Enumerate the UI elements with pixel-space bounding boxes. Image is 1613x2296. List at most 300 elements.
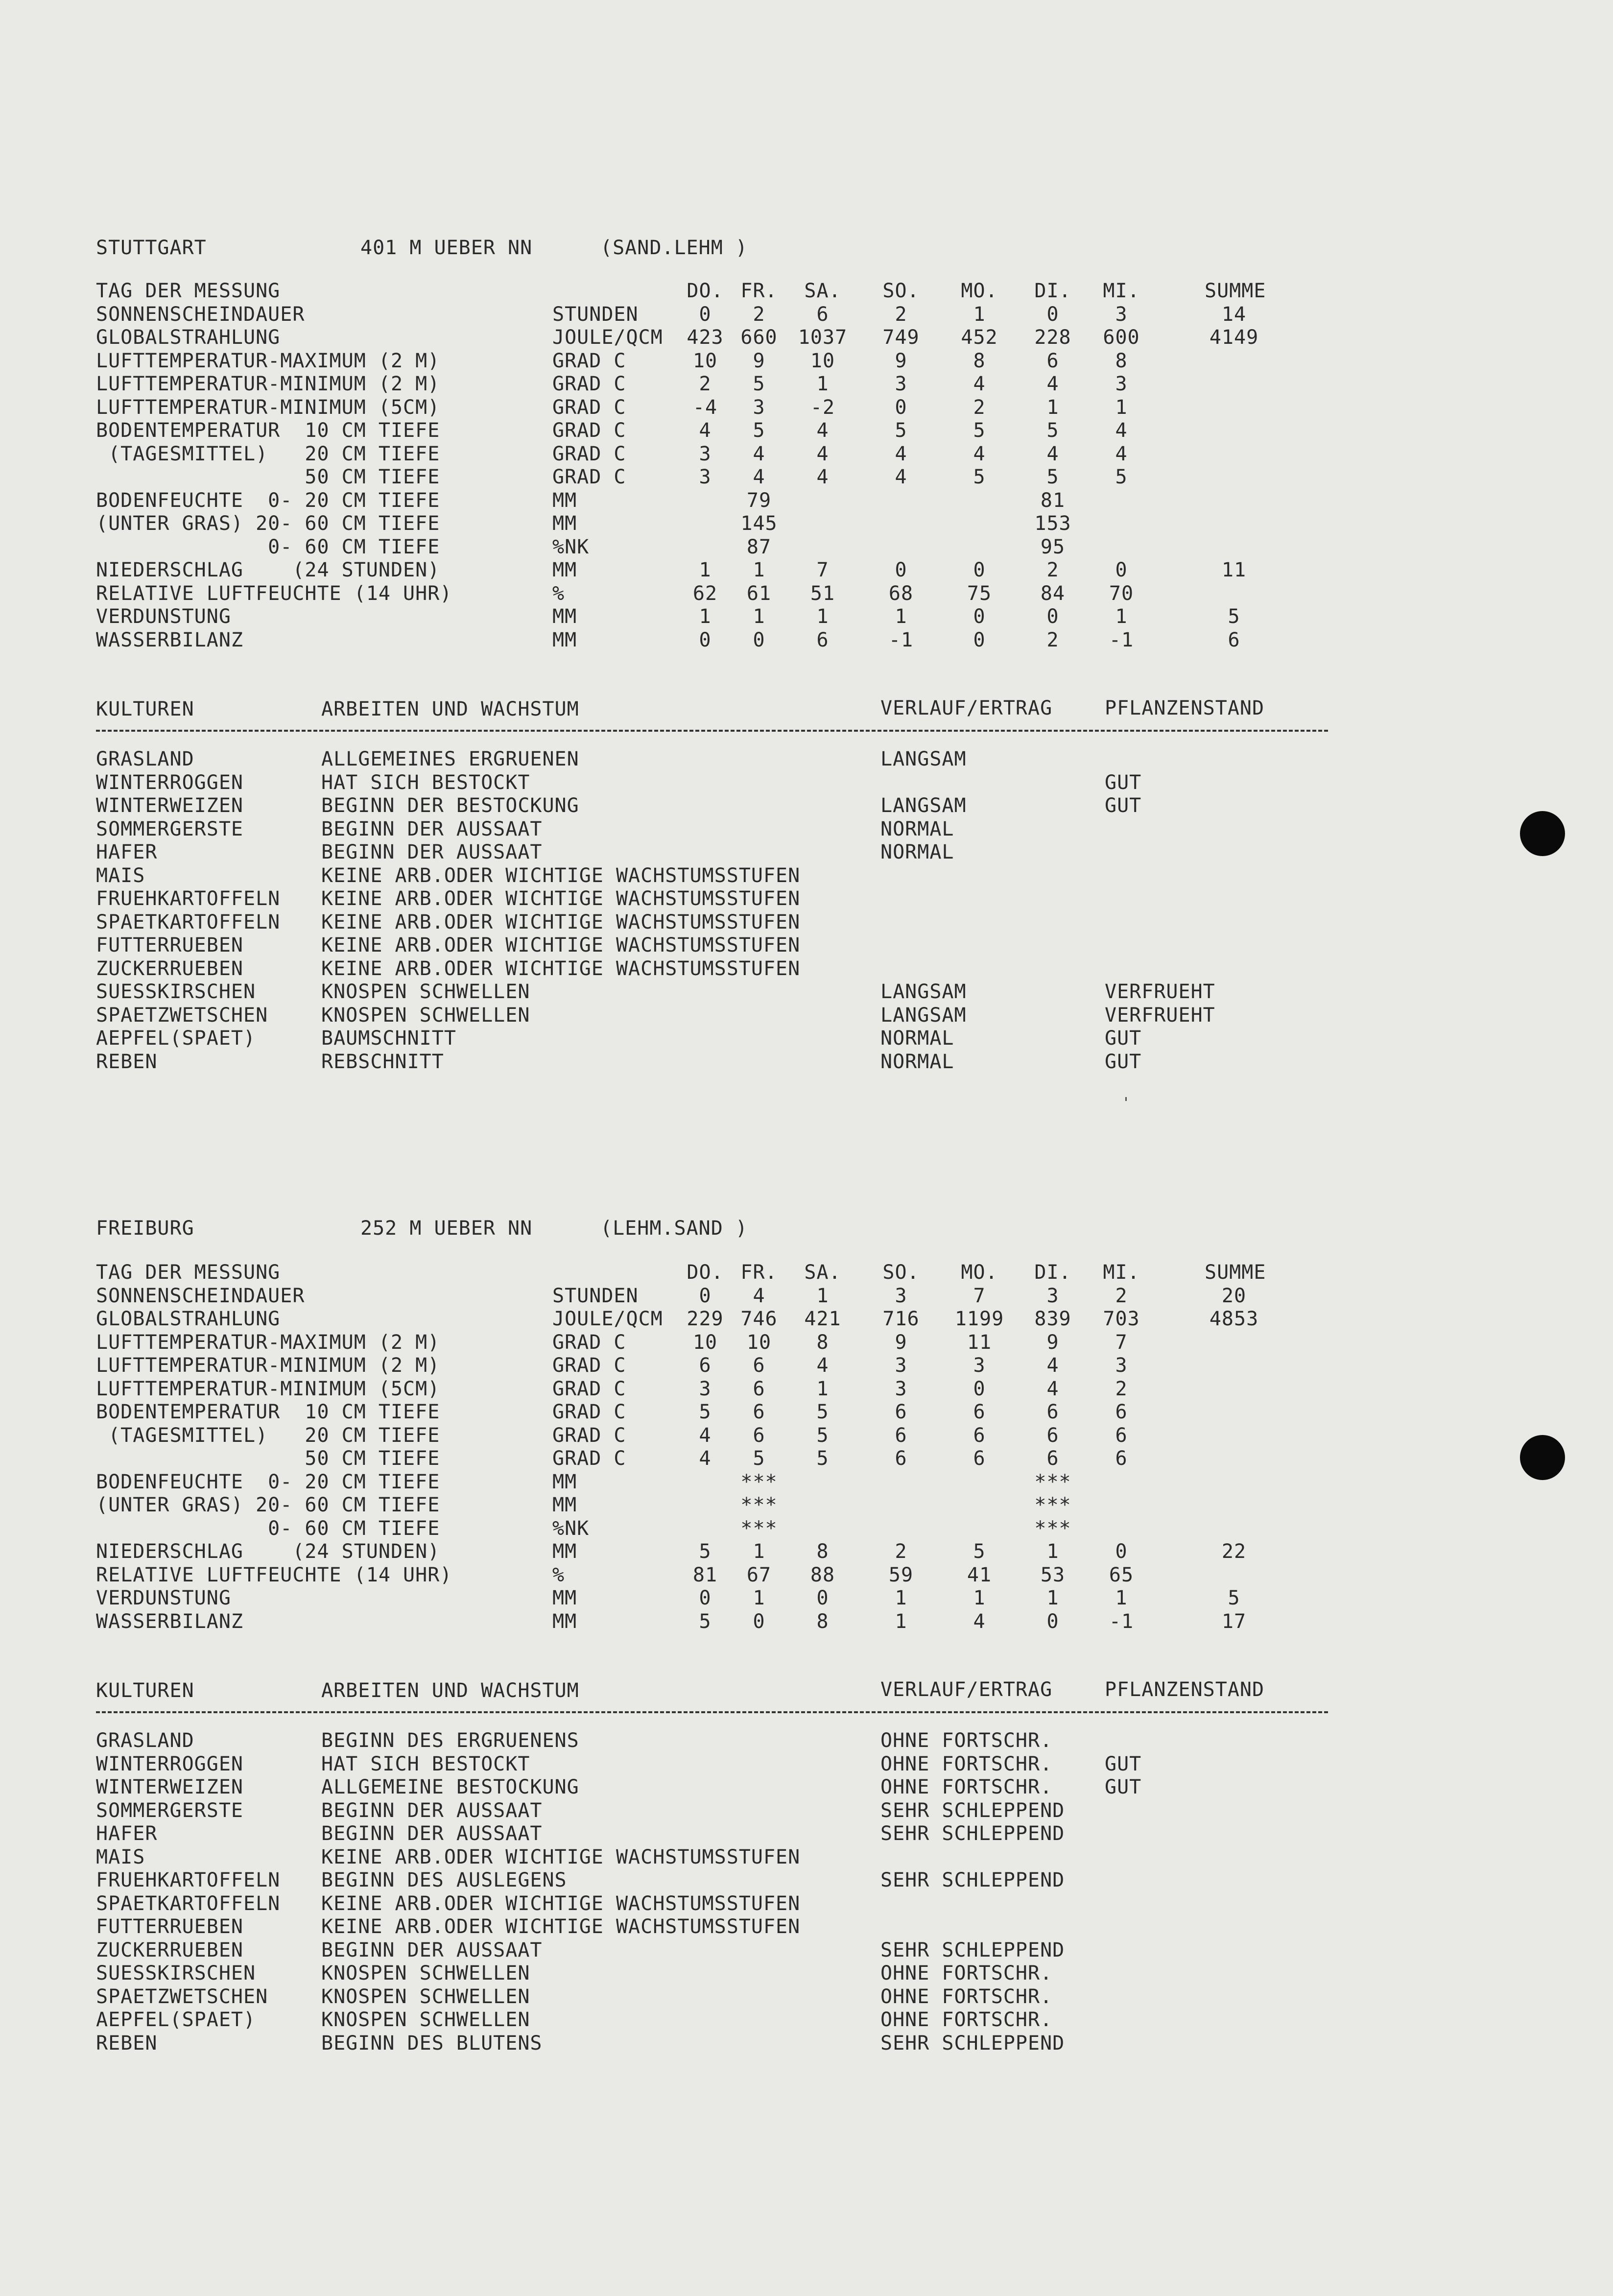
station-soil: (LEHM.SAND ) — [600, 1217, 748, 1240]
day-header: MO. — [961, 280, 998, 302]
weather-value: 0 — [1115, 1540, 1128, 1563]
weather-row-label: NIEDERSCHLAG (24 STUNDEN) — [96, 1540, 440, 1563]
weather-row-unit: GRAD C — [552, 373, 626, 395]
crop-work: KNOSPEN SCHWELLEN — [321, 1004, 530, 1027]
weather-value: 0 — [895, 559, 907, 581]
weather-value: 0 — [895, 396, 907, 419]
measurement-day-label: TAG DER MESSUNG — [96, 1261, 281, 1284]
weather-value: 4 — [1046, 373, 1059, 395]
weather-value: 4 — [816, 1354, 829, 1377]
weather-value: 5 — [1115, 466, 1128, 488]
weather-value: 70 — [1109, 582, 1134, 605]
weather-value: 3 — [895, 1377, 907, 1400]
crop-work: KEINE ARB.ODER WICHTIGE WACHSTUMSSTUFEN — [321, 910, 801, 933]
crop-name: REBEN — [96, 1050, 158, 1073]
crop-stand: GUT — [1105, 1027, 1142, 1050]
weather-value: 3 — [895, 373, 907, 395]
crop-work: BEGINN DES BLUTENS — [321, 2032, 543, 2055]
weather-value: 88 — [810, 1563, 835, 1586]
weather-row-label: 0- 60 CM TIEFE — [96, 535, 440, 558]
crop-work: BEGINN DES AUSLEGENS — [321, 1869, 567, 1891]
crop-verlauf: SEHR SCHLEPPEND — [880, 1869, 1065, 1891]
weather-value: 4 — [973, 442, 986, 465]
crop-verlauf: LANGSAM — [880, 748, 967, 770]
weather-value: 6 — [816, 303, 829, 326]
weather-row-label: 50 CM TIEFE — [96, 466, 440, 488]
weather-row-unit: JOULE/QCM — [552, 1308, 663, 1330]
weather-row-label: 0- 60 CM TIEFE — [96, 1517, 440, 1540]
weather-sum: 17 — [1221, 1610, 1247, 1633]
weather-value: 2 — [753, 303, 765, 326]
weather-value: 2 — [895, 1540, 907, 1563]
weather-value: 145 — [740, 512, 778, 535]
weather-value: 6 — [1046, 1424, 1059, 1447]
weather-value: 2 — [1115, 1377, 1128, 1400]
crop-verlauf: OHNE FORTSCHR. — [880, 1962, 1053, 1985]
weather-value: 1 — [816, 1377, 829, 1400]
weather-value: 5 — [816, 1401, 829, 1423]
weather-value: 6 — [895, 1447, 907, 1470]
weather-value: 9 — [753, 349, 765, 372]
weather-row-label: WASSERBILANZ — [96, 628, 243, 651]
weather-value: 452 — [961, 326, 998, 349]
crop-name: MAIS — [96, 1845, 145, 1868]
weather-row-label: LUFTTEMPERATUR-MINIMUM (5CM) — [96, 396, 440, 419]
weather-row-unit: MM — [552, 605, 577, 628]
weather-row-label: LUFTTEMPERATUR-MINIMUM (5CM) — [96, 1377, 440, 1400]
crop-name: AEPFEL(SPAET) — [96, 1027, 256, 1050]
weather-value: *** — [1034, 1517, 1071, 1540]
weather-value: 1 — [895, 1610, 907, 1633]
weather-value: 4 — [753, 466, 765, 488]
weather-value: 53 — [1040, 1563, 1066, 1586]
weather-value: 41 — [967, 1563, 992, 1586]
weather-value: 421 — [804, 1308, 841, 1330]
weather-value: 2 — [1046, 628, 1059, 651]
weather-value: 1 — [895, 605, 907, 628]
weather-row-label: RELATIVE LUFTFEUCHTE (14 UHR) — [96, 1563, 452, 1586]
weather-value: 1 — [973, 1587, 986, 1609]
crop-work: KNOSPEN SCHWELLEN — [321, 981, 530, 1003]
measurement-day-label: TAG DER MESSUNG — [96, 280, 281, 302]
crop-verlauf: SEHR SCHLEPPEND — [880, 1938, 1065, 1961]
crop-name: REBEN — [96, 2032, 158, 2055]
weather-value: 3 — [699, 466, 712, 488]
crop-stand: GUT — [1105, 794, 1142, 817]
weather-value: 6 — [1046, 1401, 1059, 1423]
weather-value: *** — [740, 1517, 778, 1540]
weather-row-unit: %NK — [552, 1517, 590, 1540]
crop-work: KEINE ARB.ODER WICHTIGE WACHSTUMSSTUFEN — [321, 864, 801, 887]
weather-row-label: WASSERBILANZ — [96, 1610, 243, 1633]
weather-value: 2 — [699, 373, 712, 395]
day-header: DO. — [687, 280, 724, 302]
crop-work: BAUMSCHNITT — [321, 1027, 456, 1050]
weather-value: 3 — [753, 396, 765, 419]
weather-value: 3 — [1115, 373, 1128, 395]
weather-value: 0 — [973, 628, 986, 651]
crop-verlauf: OHNE FORTSCHR. — [880, 2009, 1053, 2031]
crop-verlauf: NORMAL — [880, 1027, 954, 1050]
crop-name: WINTERWEIZEN — [96, 794, 243, 817]
weather-value: 8 — [816, 1610, 829, 1633]
weather-value: 5 — [753, 1447, 765, 1470]
crop-name: WINTERROGGEN — [96, 1752, 243, 1775]
weather-row-unit: STUNDEN — [552, 1284, 639, 1307]
weather-row-unit: GRAD C — [552, 1447, 626, 1470]
weather-value: -1 — [1109, 628, 1134, 651]
crop-name: HAFER — [96, 841, 158, 863]
weather-row-label: VERDUNSTUNG — [96, 605, 231, 628]
crop-stand: VERFRUEHT — [1105, 1004, 1215, 1027]
weather-row-label: (TAGESMITTEL) 20 CM TIEFE — [96, 1424, 440, 1447]
weather-value: 3 — [973, 1354, 986, 1377]
day-header: SO. — [882, 280, 920, 302]
weather-row-unit: MM — [552, 1470, 577, 1493]
weather-value: 10 — [810, 349, 835, 372]
weather-value: *** — [1034, 1470, 1071, 1493]
weather-row-label: LUFTTEMPERATUR-MAXIMUM (2 M) — [96, 1331, 440, 1354]
weather-value: 5 — [973, 1540, 986, 1563]
weather-value: 10 — [746, 1331, 772, 1354]
weather-sum: 22 — [1221, 1540, 1247, 1563]
weather-value: -2 — [810, 396, 835, 419]
crop-name: ZUCKERRUEBEN — [96, 1938, 243, 1961]
weather-value: 68 — [888, 582, 914, 605]
weather-value: 7 — [1115, 1331, 1128, 1354]
crop-name: FUTTERRUEBEN — [96, 934, 243, 957]
weather-row-label: 50 CM TIEFE — [96, 1447, 440, 1470]
crop-work: KNOSPEN SCHWELLEN — [321, 1962, 530, 1985]
weather-row-unit: GRAD C — [552, 419, 626, 442]
weather-value: 4 — [816, 442, 829, 465]
weather-value: 67 — [746, 1563, 772, 1586]
weather-value: 84 — [1040, 582, 1066, 605]
weather-value: 0 — [753, 1610, 765, 1633]
weather-value: 6 — [753, 1424, 765, 1447]
weather-value: 10 — [692, 1331, 718, 1354]
weather-row-unit: % — [552, 582, 565, 605]
weather-row-unit: GRAD C — [552, 466, 626, 488]
weather-row-unit: GRAD C — [552, 1424, 626, 1447]
weather-value: 2 — [1115, 1284, 1128, 1307]
weather-value: 6 — [753, 1354, 765, 1377]
crop-work: BEGINN DER AUSSAAT — [321, 1938, 543, 1961]
weather-value: 2 — [973, 396, 986, 419]
weather-row-unit: GRAD C — [552, 349, 626, 372]
weather-row-label: GLOBALSTRAHLUNG — [96, 326, 281, 349]
weather-value: 3 — [1115, 1354, 1128, 1377]
weather-value: 81 — [692, 1563, 718, 1586]
weather-row-label: LUFTTEMPERATUR-MINIMUM (2 M) — [96, 1354, 440, 1377]
weather-value: 1 — [753, 1540, 765, 1563]
crop-name: SOMMERGERSTE — [96, 817, 243, 840]
weather-value: 1 — [753, 1587, 765, 1609]
weather-sum: 4853 — [1209, 1308, 1259, 1330]
crop-verlauf: OHNE FORTSCHR. — [880, 1776, 1053, 1798]
weather-row-unit: JOULE/QCM — [552, 326, 663, 349]
weather-value: 4 — [753, 442, 765, 465]
crop-name: FRUEHKARTOFFELN — [96, 887, 281, 910]
day-header: MI. — [1103, 1261, 1140, 1284]
weather-value: 6 — [1046, 349, 1059, 372]
weather-value: 5 — [699, 1540, 712, 1563]
station-soil: (SAND.LEHM ) — [600, 237, 748, 259]
weather-row-unit: GRAD C — [552, 1401, 626, 1423]
crop-name: SPAETZWETSCHEN — [96, 1985, 268, 2008]
crop-stand: GUT — [1105, 771, 1142, 794]
weather-row-label: BODENFEUCHTE 0- 20 CM TIEFE — [96, 1470, 440, 1493]
weather-value: 0 — [816, 1587, 829, 1609]
crop-work: BEGINN DER BESTOCKUNG — [321, 794, 579, 817]
weather-value: 8 — [1115, 349, 1128, 372]
weather-row-label: BODENTEMPERATUR 10 CM TIEFE — [96, 419, 440, 442]
weather-value: 8 — [973, 349, 986, 372]
weather-row-label: LUFTTEMPERATUR-MINIMUM (2 M) — [96, 373, 440, 395]
weather-value: 7 — [816, 559, 829, 581]
weather-row-unit: MM — [552, 489, 577, 512]
weather-value: 0 — [973, 559, 986, 581]
weather-value: 81 — [1040, 489, 1066, 512]
weather-row-unit: MM — [552, 1587, 577, 1609]
weather-row-unit: STUNDEN — [552, 303, 639, 326]
weather-value: 839 — [1034, 1308, 1071, 1330]
crop-work: ALLGEMEINE BESTOCKUNG — [321, 1776, 579, 1798]
crop-name: FUTTERRUEBEN — [96, 1915, 243, 1938]
day-header: DO. — [687, 1261, 724, 1284]
weather-value: 87 — [746, 535, 772, 558]
weather-value: 0 — [1046, 1610, 1059, 1633]
weather-value: 1 — [1115, 1587, 1128, 1609]
weather-value: 0 — [1046, 303, 1059, 326]
weather-value: 6 — [973, 1447, 986, 1470]
weather-value: 0 — [699, 1587, 712, 1609]
weather-row-label: BODENTEMPERATUR 10 CM TIEFE — [96, 1401, 440, 1423]
weather-row-unit: MM — [552, 1610, 577, 1633]
weather-value: 9 — [1046, 1331, 1059, 1354]
weather-value: 5 — [1046, 419, 1059, 442]
day-header: MI. — [1103, 280, 1140, 302]
crop-name: WINTERROGGEN — [96, 771, 243, 794]
punch-hole — [1520, 811, 1565, 856]
weather-value: 4 — [1115, 442, 1128, 465]
weather-value: 0 — [1115, 559, 1128, 581]
weather-row-unit: GRAD C — [552, 1354, 626, 1377]
day-header: SO. — [882, 1261, 920, 1284]
weather-sum: 5 — [1228, 605, 1240, 628]
crop-work: BEGINN DER AUSSAAT — [321, 1799, 543, 1822]
weather-row-unit: MM — [552, 512, 577, 535]
weather-value: 6 — [816, 628, 829, 651]
sum-header: SUMME — [1205, 280, 1266, 302]
weather-sum: 14 — [1221, 303, 1247, 326]
weather-value: 65 — [1109, 1563, 1134, 1586]
weather-value: 0 — [973, 605, 986, 628]
weather-value: 1 — [1115, 396, 1128, 419]
weather-value: 5 — [816, 1447, 829, 1470]
weather-value: 0 — [1046, 605, 1059, 628]
crop-verlauf: SEHR SCHLEPPEND — [880, 1822, 1065, 1845]
stray-mark — [1125, 1097, 1127, 1101]
weather-value: 0 — [699, 628, 712, 651]
weather-value: 9 — [895, 349, 907, 372]
weather-value: 1 — [699, 605, 712, 628]
weather-value: 0 — [753, 628, 765, 651]
day-header: DI. — [1034, 280, 1071, 302]
weather-value: 4 — [973, 373, 986, 395]
weather-row-label: GLOBALSTRAHLUNG — [96, 1308, 281, 1330]
crop-work: KNOSPEN SCHWELLEN — [321, 2009, 530, 2031]
crop-verlauf: LANGSAM — [880, 1004, 967, 1027]
crop-name: SUESSKIRSCHEN — [96, 981, 256, 1003]
crop-verlauf: NORMAL — [880, 817, 954, 840]
crop-name: WINTERWEIZEN — [96, 1776, 243, 1798]
crops-header-kulturen: KULTUREN — [96, 698, 194, 720]
weather-row-unit: MM — [552, 628, 577, 651]
crop-name: SPAETKARTOFFELN — [96, 910, 281, 933]
day-header: FR. — [740, 280, 778, 302]
weather-value: 8 — [816, 1540, 829, 1563]
dashed-separator — [96, 1711, 1328, 1713]
weather-value: *** — [740, 1494, 778, 1516]
weather-row-label: SONNENSCHEINDAUER — [96, 303, 305, 326]
weather-value: 10 — [692, 349, 718, 372]
weather-value: 6 — [699, 1354, 712, 1377]
crop-work: BEGINN DES ERGRUENENS — [321, 1729, 579, 1752]
crop-name: SPAETKARTOFFELN — [96, 1892, 281, 1915]
weather-row-label: VERDUNSTUNG — [96, 1587, 231, 1609]
weather-value: 5 — [699, 1610, 712, 1633]
crop-name: GRASLAND — [96, 748, 194, 770]
weather-value: *** — [1034, 1494, 1071, 1516]
weather-value: -1 — [1109, 1610, 1134, 1633]
weather-value: 5 — [1046, 466, 1059, 488]
weather-value: 749 — [882, 326, 920, 349]
crop-verlauf: SEHR SCHLEPPEND — [880, 1799, 1065, 1822]
crop-name: SUESSKIRSCHEN — [96, 1962, 256, 1985]
weather-value: 703 — [1103, 1308, 1140, 1330]
weather-value: 61 — [746, 582, 772, 605]
weather-value: 2 — [1046, 559, 1059, 581]
weather-row-label: RELATIVE LUFTFEUCHTE (14 UHR) — [96, 582, 452, 605]
weather-value: 11 — [967, 1331, 992, 1354]
weather-value: 1 — [1046, 1587, 1059, 1609]
crop-work: KEINE ARB.ODER WICHTIGE WACHSTUMSSTUFEN — [321, 934, 801, 957]
crop-name: SOMMERGERSTE — [96, 1799, 243, 1822]
weather-value: 1 — [1115, 605, 1128, 628]
weather-value: 1037 — [798, 326, 848, 349]
weather-row-unit: %NK — [552, 535, 590, 558]
weather-value: 5 — [816, 1424, 829, 1447]
weather-value: 2 — [895, 303, 907, 326]
weather-value: 6 — [895, 1424, 907, 1447]
weather-value: -1 — [888, 628, 914, 651]
weather-value: 6 — [973, 1401, 986, 1423]
sum-header: SUMME — [1205, 1261, 1266, 1284]
weather-value: 3 — [699, 442, 712, 465]
weather-value: 62 — [692, 582, 718, 605]
crop-name: SPAETZWETSCHEN — [96, 1004, 268, 1027]
crop-verlauf: OHNE FORTSCHR. — [880, 1752, 1053, 1775]
day-header: FR. — [740, 1261, 778, 1284]
weather-value: 1 — [1046, 396, 1059, 419]
weather-value: 1 — [816, 1284, 829, 1307]
weather-row-unit: MM — [552, 1494, 577, 1516]
weather-value: 79 — [746, 489, 772, 512]
weather-value: 4 — [1046, 1354, 1059, 1377]
crop-work: KEINE ARB.ODER WICHTIGE WACHSTUMSSTUFEN — [321, 957, 801, 980]
crop-work: BEGINN DER AUSSAAT — [321, 1822, 543, 1845]
crop-work: KEINE ARB.ODER WICHTIGE WACHSTUMSSTUFEN — [321, 1915, 801, 1938]
weather-value: 153 — [1034, 512, 1071, 535]
crops-header-stand: PFLANZENSTAND — [1105, 1678, 1265, 1701]
weather-value: 1 — [816, 605, 829, 628]
weather-value: 4 — [699, 419, 712, 442]
weather-value: 1 — [699, 559, 712, 581]
weather-value: 423 — [687, 326, 724, 349]
crop-verlauf: NORMAL — [880, 841, 954, 863]
weather-value: 4 — [895, 466, 907, 488]
crop-verlauf: OHNE FORTSCHR. — [880, 1729, 1053, 1752]
crops-header-kulturen: KULTUREN — [96, 1679, 194, 1702]
weather-value: 4 — [1115, 419, 1128, 442]
day-header: SA. — [804, 1261, 841, 1284]
weather-row-label: (UNTER GRAS) 20- 60 CM TIEFE — [96, 512, 440, 535]
crops-header-arbeiten: ARBEITEN UND WACHSTUM — [321, 1679, 579, 1702]
crop-verlauf: OHNE FORTSCHR. — [880, 1985, 1053, 2008]
weather-row-label: BODENFEUCHTE 0- 20 CM TIEFE — [96, 489, 440, 512]
crop-name: ZUCKERRUEBEN — [96, 957, 243, 980]
crop-work: ALLGEMEINES ERGRUENEN — [321, 748, 579, 770]
crop-work: KNOSPEN SCHWELLEN — [321, 1985, 530, 2008]
weather-value: 6 — [1115, 1401, 1128, 1423]
weather-row-unit: MM — [552, 1540, 577, 1563]
weather-value: 1 — [816, 373, 829, 395]
weather-value: 4 — [753, 1284, 765, 1307]
crop-stand: GUT — [1105, 1050, 1142, 1073]
crop-name: GRASLAND — [96, 1729, 194, 1752]
weather-value: 0 — [699, 1284, 712, 1307]
day-header: DI. — [1034, 1261, 1071, 1284]
weather-value: 75 — [967, 582, 992, 605]
crops-header-verlauf: VERLAUF/ERTRAG — [880, 1678, 1053, 1701]
weather-value: 8 — [816, 1331, 829, 1354]
weather-value: 9 — [895, 1331, 907, 1354]
crops-header-arbeiten: ARBEITEN UND WACHSTUM — [321, 698, 579, 720]
weather-value: 5 — [973, 419, 986, 442]
weather-value: 5 — [753, 419, 765, 442]
weather-value: 5 — [895, 419, 907, 442]
weather-value: 1 — [895, 1587, 907, 1609]
weather-value: 5 — [699, 1401, 712, 1423]
weather-value: 7 — [973, 1284, 986, 1307]
weather-value: 4 — [973, 1610, 986, 1633]
crop-work: REBSCHNITT — [321, 1050, 444, 1073]
crops-header-verlauf: VERLAUF/ERTRAG — [880, 697, 1053, 719]
weather-value: 6 — [973, 1424, 986, 1447]
crop-name: MAIS — [96, 864, 145, 887]
weather-value: 6 — [753, 1401, 765, 1423]
weather-value: 59 — [888, 1563, 914, 1586]
weather-value: 6 — [1046, 1447, 1059, 1470]
weather-value: 746 — [740, 1308, 778, 1330]
station-altitude: 401 M UEBER NN — [360, 237, 533, 259]
weather-value: 6 — [753, 1377, 765, 1400]
dashed-separator — [96, 730, 1328, 732]
weather-row-label: LUFTTEMPERATUR-MAXIMUM (2 M) — [96, 349, 440, 372]
weather-value: 1 — [753, 559, 765, 581]
weather-value: 6 — [1115, 1424, 1128, 1447]
